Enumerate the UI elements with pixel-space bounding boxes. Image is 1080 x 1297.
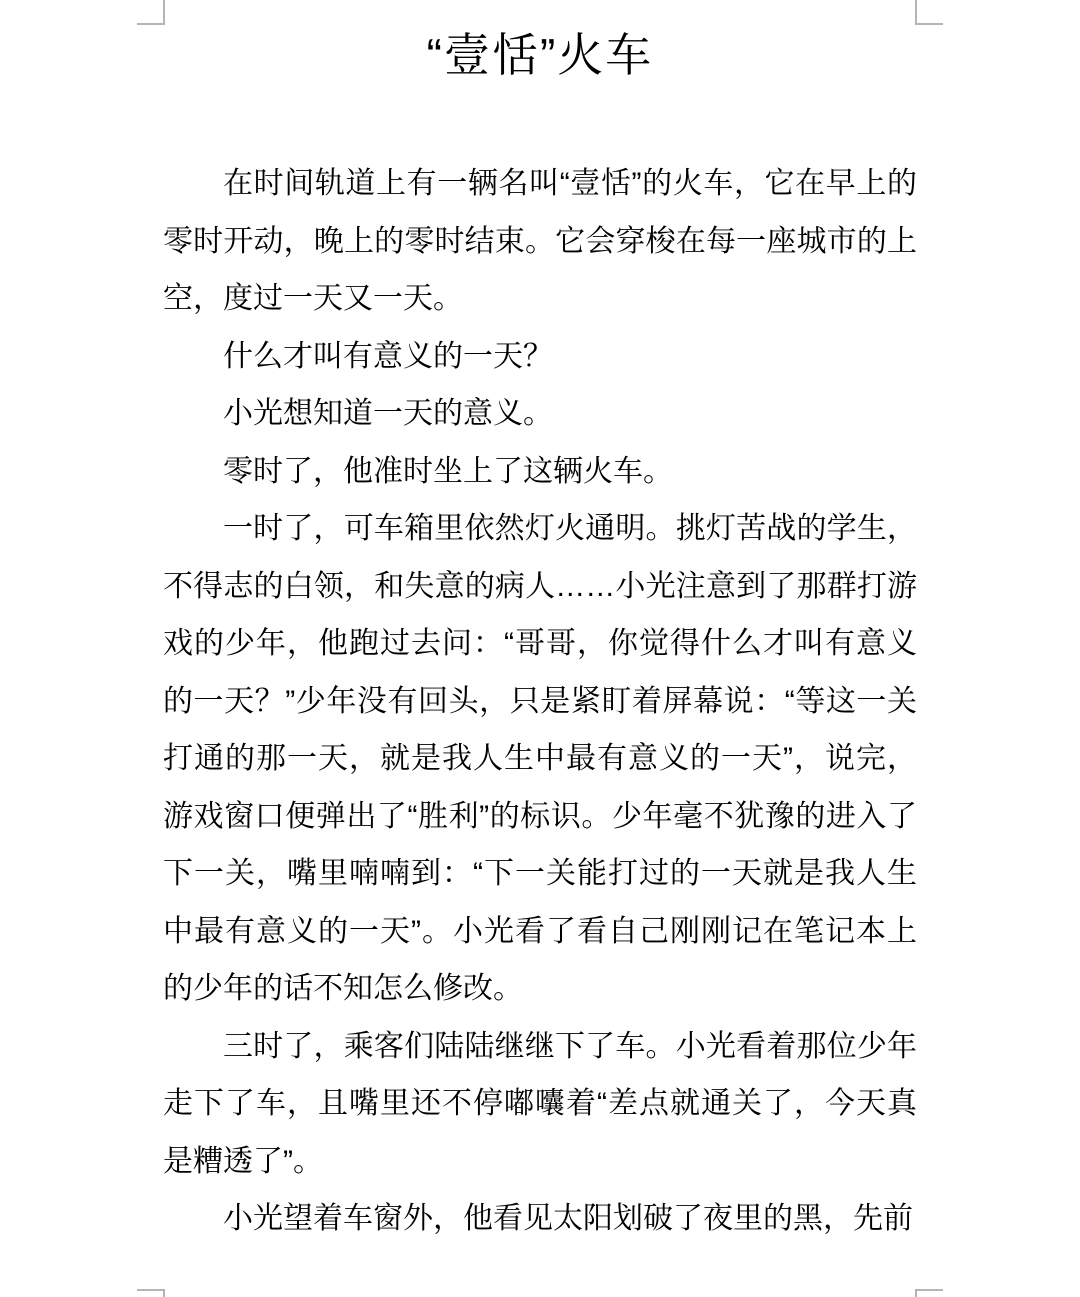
document-body <box>163 155 917 1248</box>
paragraph: 什么才叫有意义的一天？ <box>223 339 553 373</box>
document-title: “壹恬”火车 <box>426 29 654 81</box>
paragraph: 三时了，乘客们陆陆继继下了车。小光看着那位少年走下了车，且嘴里还不停嘟囔着“差点就通关了，今天真是糟透了”。 <box>163 1029 917 1178</box>
paragraph: 小光想知道一天的意义。 <box>223 397 553 430</box>
margin-corner-mark-bottom-right <box>915 1289 943 1297</box>
paragraph: 在时间轨道上有一辆名叫“壹恬”的火车，它在早上的零时开动，晚上的零时结束。它会穿梭在每一座城市的上空，度过一天又一天。 <box>163 167 917 315</box>
margin-corner-mark-bottom-left <box>137 1289 165 1297</box>
margin-corner-mark-top-left <box>137 0 165 25</box>
paragraph: 零时了，他准时坐上了这辆火车。 <box>223 454 673 488</box>
paragraph: 一时了，可车箱里依然灯火通明。挑灯苦战的学生，不得志的白领，和失意的病人……小光注意到了那群打游戏的少年，他跑过去问：“哥哥，你觉得什么才叫有意义的一天？”少年没有回头，只是紧盯着屏幕说：“等这一关打通的那一天，就是我人生中最有意义的一天”，说完，游戏窗口便弹出了“胜利”的标识。少年毫不犹豫的进入了下一关，嘴里喃喃到：“下一关能打过的一天就是我人生中最有意义的一天”。小光看了看自己刚刚记在笔记本上的少年的话不知怎么修改。 <box>163 512 917 1005</box>
margin-corner-mark-top-right <box>915 0 943 25</box>
paragraph: 小光望着车窗外，他看见太阳划破了夜里的黑，先前 <box>223 1202 913 1235</box>
